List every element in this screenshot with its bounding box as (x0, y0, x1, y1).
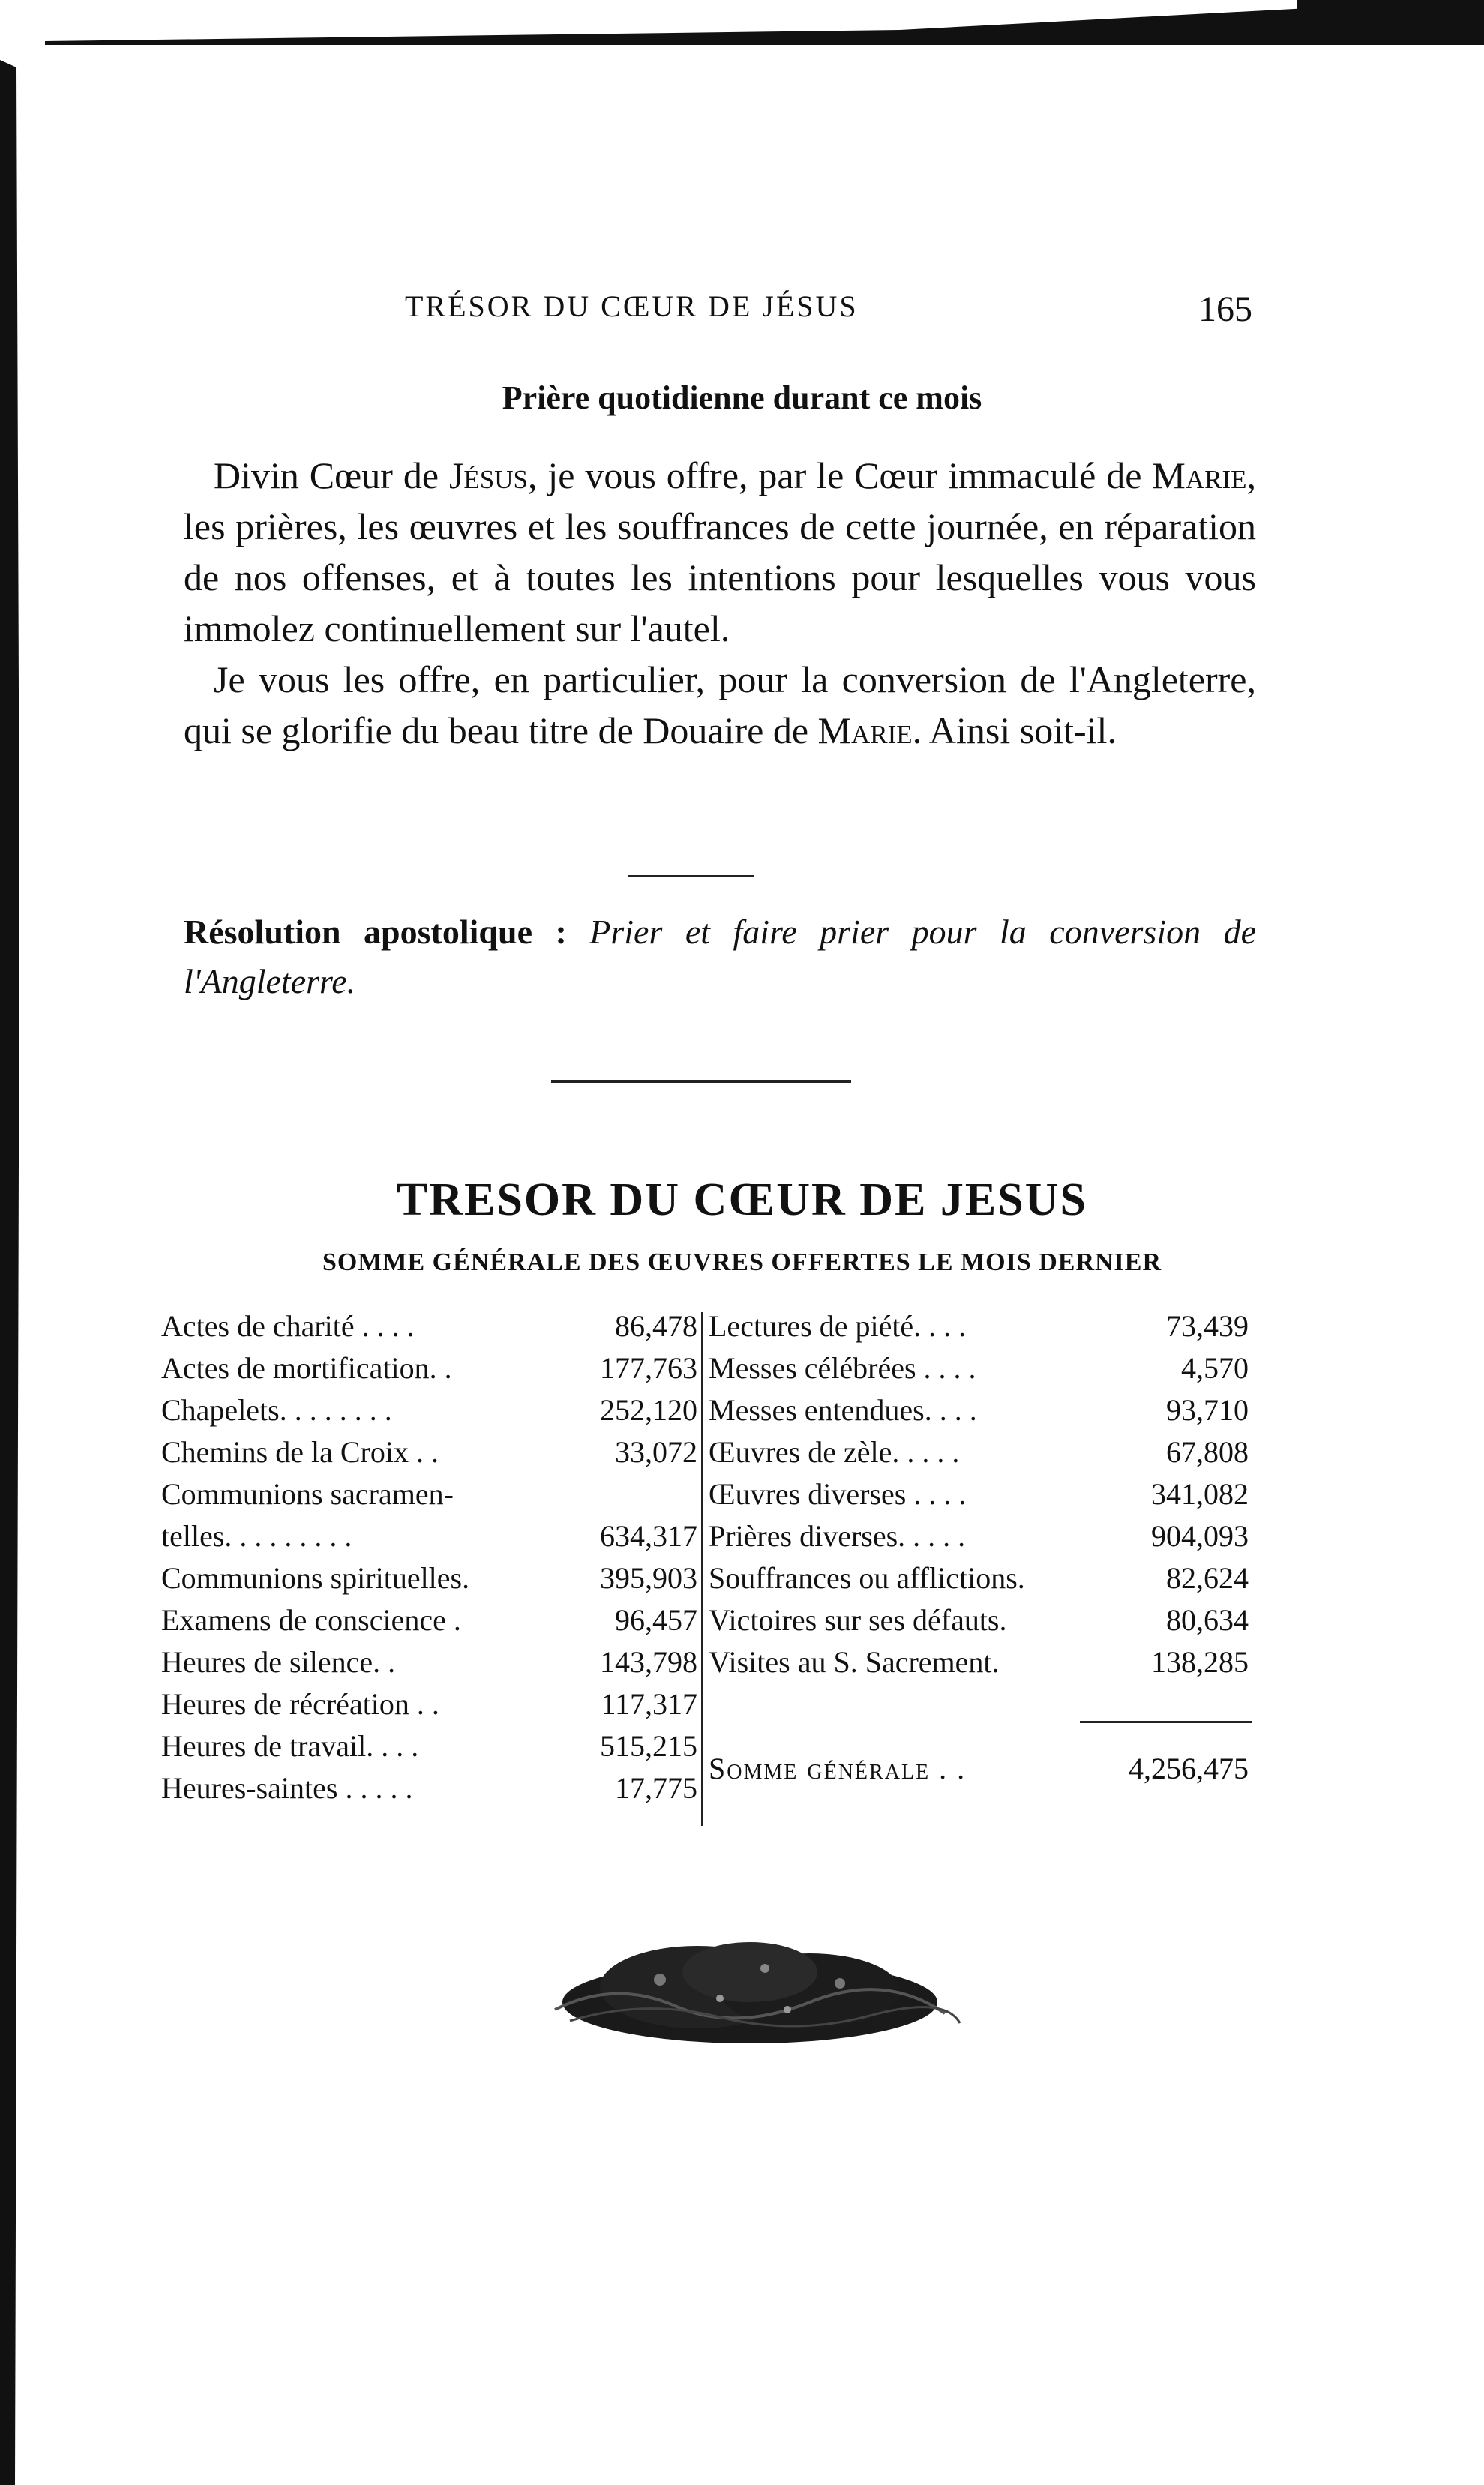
row-label: Communions sacramen- (161, 1477, 454, 1511)
table-row (709, 1392, 1249, 1434)
row-value: 82,624 (1166, 1561, 1249, 1595)
total-label: Somme générale . . (709, 1752, 967, 1785)
table-row (161, 1644, 697, 1686)
running-title: TRÉSOR DU CŒUR DE JÉSUS (405, 289, 859, 323)
row-value: 117,317 (601, 1687, 697, 1721)
row-value: 4,570 (1181, 1351, 1249, 1385)
row-value: 341,082 (1151, 1477, 1249, 1511)
row-value: 73,439 (1166, 1309, 1249, 1343)
row-label: Actes de charité . . . . (161, 1309, 415, 1343)
works-table-left (161, 1308, 697, 1812)
row-label: Heures de récréation . . (161, 1687, 439, 1721)
row-value: 86,478 (615, 1309, 697, 1343)
row-value: 177,763 (600, 1351, 697, 1385)
row-label: Examens de conscience . (161, 1603, 461, 1637)
column-divider (701, 1312, 703, 1826)
table-row (161, 1770, 697, 1812)
prayer-name-marie: Marie (817, 709, 913, 751)
total-row (709, 1751, 1249, 1786)
total-value: 4,256,475 (1129, 1752, 1249, 1785)
section-rule (551, 1080, 851, 1083)
row-label: Œuvres diverses . . . . (709, 1477, 967, 1511)
resolution (184, 907, 1256, 1006)
row-value: 17,775 (615, 1771, 697, 1805)
row-label: Messes célébrées . . . . (709, 1351, 976, 1385)
table-row (161, 1392, 697, 1434)
row-label: Messes entendues. . . . (709, 1393, 977, 1427)
table-row (709, 1644, 1249, 1686)
table-row (161, 1434, 697, 1476)
table-row (709, 1350, 1249, 1392)
table-row (161, 1728, 697, 1770)
row-value: 93,710 (1166, 1393, 1249, 1427)
table-row (161, 1350, 697, 1392)
row-value: 67,808 (1166, 1435, 1249, 1469)
row-label: Heures-saintes . . . . . (161, 1771, 413, 1805)
table-row (709, 1560, 1249, 1602)
total-rule (1080, 1721, 1252, 1723)
row-label: Œuvres de zèle. . . . . (709, 1435, 960, 1469)
row-value: 80,634 (1166, 1603, 1249, 1637)
table-row (709, 1602, 1249, 1644)
works-table-right (709, 1308, 1249, 1686)
row-label: Lectures de piété. . . . (709, 1309, 967, 1343)
prayer-text: , les prières, les œuvres et les souffrances de cette journée, en réparation de nos offenses, et à toutes les intentions pour lesquelles vous vous immolez continuellement sur l'autel. (184, 454, 1256, 649)
row-label: Actes de mortification. . (161, 1351, 452, 1385)
prayer-name-marie: Marie (1152, 454, 1247, 496)
table-row (709, 1308, 1249, 1350)
row-value: 634,317 (600, 1519, 697, 1553)
row-value: 904,093 (1151, 1519, 1249, 1553)
prayer-text: Divin Cœur de (214, 454, 449, 496)
table-row (161, 1560, 697, 1602)
row-value: 138,285 (1151, 1645, 1249, 1679)
scan-top-edge (0, 0, 1484, 45)
prayer-paragraph-1 (184, 450, 1256, 654)
scan-left-edge (0, 0, 45, 2485)
prayer-text: . Ainsi soit-il. (912, 709, 1117, 751)
resolution-label: Résolution apostolique : (184, 913, 567, 951)
row-label: Heures de travail. . . . (161, 1729, 419, 1763)
row-label: Chemins de la Croix . . (161, 1435, 439, 1469)
page-number: 165 (1198, 289, 1252, 329)
row-value: 252,120 (600, 1393, 697, 1427)
prayer-paragraph-2 (184, 654, 1256, 756)
row-value: 143,798 (600, 1645, 697, 1679)
row-label: Prières diverses. . . . . (709, 1519, 966, 1553)
divider-rule (628, 875, 754, 877)
tailpiece-ornament-icon (525, 1927, 975, 2070)
prayer-body (184, 450, 1256, 756)
row-value: 96,457 (615, 1603, 697, 1637)
prayer-text: , je vous offre, par le Cœur immaculé de (527, 454, 1153, 496)
table-row (161, 1602, 697, 1644)
running-header (405, 289, 1252, 334)
row-label: Souffrances ou afflictions. (709, 1561, 1025, 1595)
prayer-title: Prière quotidienne durant ce mois (502, 379, 982, 416)
table-row (161, 1308, 697, 1350)
row-label: Heures de silence. . (161, 1645, 396, 1679)
table-row (709, 1434, 1249, 1476)
prayer-name-jesus: Jésus (448, 454, 528, 496)
row-label: Victoires sur ses défauts. (709, 1603, 1007, 1637)
table-row (161, 1476, 697, 1518)
row-label: Visites au S. Sacrement. (709, 1645, 1000, 1679)
row-label: telles. . . . . . . . . (161, 1519, 352, 1553)
treasure-subtitle: SOMME GÉNÉRALE DES ŒUVRES OFFERTES LE MOIS DERNIER (322, 1248, 1162, 1276)
table-row (709, 1518, 1249, 1560)
prayer-text: Je vous les offre, en particulier, pour la conversion de l'Angleterre, qui se glorifie du beau titre de Douaire de (184, 658, 1256, 751)
table-row (161, 1518, 697, 1560)
resolution-text: Prier et faire prier pour la conversion de l'Angleterre. (184, 913, 1256, 1000)
table-row (709, 1476, 1249, 1518)
treasure-title: TRESOR DU CŒUR DE JESUS (396, 1174, 1088, 1225)
row-value: 33,072 (615, 1435, 697, 1469)
row-value: 515,215 (600, 1729, 697, 1763)
row-label: Chapelets. . . . . . . . (161, 1393, 392, 1427)
row-value: 395,903 (600, 1561, 697, 1595)
row-label: Communions spirituelles. (161, 1561, 470, 1595)
table-row (161, 1686, 697, 1728)
